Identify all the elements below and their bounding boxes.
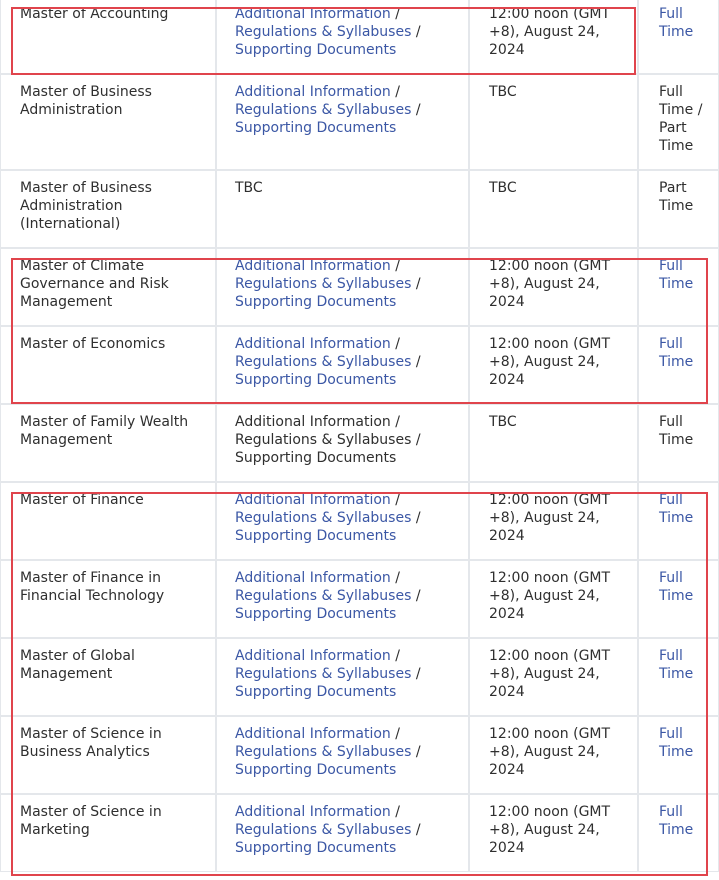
- resource-line: [235, 23, 460, 41]
- additional-information-link[interactable]: Additional Information: [235, 6, 391, 22]
- resource-line: [235, 683, 460, 701]
- regulations-syllabuses-link[interactable]: Regulations & Syllabuses: [235, 588, 412, 604]
- additional-information-link: Additional Information: [235, 414, 391, 430]
- programme-name-cell: [0, 482, 216, 560]
- programme-name: Master of Business Administration: [20, 84, 152, 118]
- study-mode[interactable]: Full Time: [659, 258, 694, 292]
- study-mode-cell: [638, 794, 719, 872]
- resource-line: [235, 761, 460, 779]
- link-separator: /: [415, 276, 421, 292]
- additional-information-link[interactable]: Additional Information: [235, 336, 391, 352]
- regulations-syllabuses-link[interactable]: Regulations & Syllabuses: [235, 276, 412, 292]
- application-deadline: 12:00 noon (GMT +8), August 24, 2024: [489, 492, 611, 544]
- application-deadline: 12:00 noon (GMT +8), August 24, 2024: [489, 258, 611, 310]
- resource-line: [235, 569, 460, 587]
- supporting-documents-link[interactable]: Supporting Documents: [235, 762, 397, 778]
- link-separator: /: [415, 102, 421, 118]
- resource-line: [235, 527, 460, 545]
- study-mode: Full Time: [659, 414, 694, 448]
- link-separator: /: [395, 804, 400, 820]
- resource-line: [235, 449, 460, 467]
- programme-name-cell: [0, 560, 216, 638]
- study-mode-cell: [638, 482, 719, 560]
- deadline-cell: [469, 638, 638, 716]
- resources-cell: [216, 326, 469, 404]
- regulations-syllabuses-link[interactable]: Regulations & Syllabuses: [235, 744, 412, 760]
- study-mode[interactable]: Full Time: [659, 492, 694, 526]
- link-separator: /: [395, 84, 400, 100]
- application-deadline: 12:00 noon (GMT +8), August 24, 2024: [489, 804, 611, 856]
- resource-line: [235, 119, 460, 137]
- deadline-cell: [469, 74, 638, 170]
- study-mode-cell: [638, 560, 719, 638]
- resource-line: [235, 5, 460, 23]
- programme-name: Master of Business Administration (International): [20, 180, 152, 232]
- supporting-documents-link[interactable]: Supporting Documents: [235, 372, 397, 388]
- study-mode[interactable]: Full Time: [659, 804, 694, 838]
- additional-information-link[interactable]: Additional Information: [235, 648, 391, 664]
- link-separator: /: [415, 666, 421, 682]
- table-row: [0, 170, 719, 248]
- programme-name-cell: [0, 170, 216, 248]
- regulations-syllabuses-link[interactable]: Regulations & Syllabuses: [235, 24, 412, 40]
- resources-cell: [216, 404, 469, 482]
- resource-line: [235, 803, 460, 821]
- table-row: [0, 638, 719, 716]
- study-mode[interactable]: Full Time: [659, 336, 694, 370]
- programme-name: Master of Science in Business Analytics: [20, 726, 162, 760]
- resource-line: [235, 257, 460, 275]
- supporting-documents-link[interactable]: Supporting Documents: [235, 42, 397, 58]
- link-separator: /: [395, 258, 400, 274]
- link-separator: /: [415, 24, 421, 40]
- additional-information-link[interactable]: Additional Information: [235, 726, 391, 742]
- programme-name-cell: [0, 74, 216, 170]
- resources-cell: [216, 74, 469, 170]
- study-mode-cell: [638, 170, 719, 248]
- resource-line: [235, 605, 460, 623]
- link-separator: /: [415, 588, 421, 604]
- programme-name-cell: [0, 404, 216, 482]
- link-separator: /: [415, 744, 421, 760]
- regulations-syllabuses-link[interactable]: Regulations & Syllabuses: [235, 822, 412, 838]
- resources-cell: [216, 794, 469, 872]
- deadline-cell: [469, 404, 638, 482]
- resource-line: [235, 647, 460, 665]
- programme-name: Master of Climate Governance and Risk Management: [20, 258, 169, 310]
- link-separator: /: [415, 354, 421, 370]
- link-separator: /: [415, 432, 421, 448]
- programme-name: Master of Global Management: [20, 648, 135, 682]
- table-row: [0, 560, 719, 638]
- deadline-cell: [469, 560, 638, 638]
- study-mode[interactable]: Full Time: [659, 648, 694, 682]
- resource-line: [235, 725, 460, 743]
- resources-cell: [216, 560, 469, 638]
- table-row: [0, 248, 719, 326]
- link-separator: /: [395, 570, 400, 586]
- programme-name: Master of Finance in Financial Technology: [20, 570, 165, 604]
- supporting-documents-link[interactable]: Supporting Documents: [235, 606, 397, 622]
- link-separator: /: [395, 414, 400, 430]
- resources-cell: [216, 638, 469, 716]
- link-separator: /: [415, 822, 421, 838]
- study-mode-cell: [638, 326, 719, 404]
- resource-line: [235, 353, 460, 371]
- application-deadline: TBC: [489, 414, 517, 430]
- resource-line: [235, 41, 460, 59]
- supporting-documents-link[interactable]: Supporting Documents: [235, 294, 397, 310]
- resource-line: [235, 587, 460, 605]
- deadline-cell: [469, 794, 638, 872]
- deadline-cell: [469, 170, 638, 248]
- resource-line: [235, 335, 460, 353]
- link-separator: /: [395, 6, 400, 22]
- application-deadline: 12:00 noon (GMT +8), August 24, 2024: [489, 336, 611, 388]
- table-row: [0, 716, 719, 794]
- table-row: [0, 74, 719, 170]
- study-mode-cell: [638, 404, 719, 482]
- supporting-documents-link: Supporting Documents: [235, 450, 397, 466]
- study-mode[interactable]: Full Time: [659, 726, 694, 760]
- application-deadline: 12:00 noon (GMT +8), August 24, 2024: [489, 6, 611, 58]
- programme-name: Master of Finance: [20, 492, 144, 508]
- programme-name-cell: [0, 794, 216, 872]
- supporting-documents-link[interactable]: Supporting Documents: [235, 120, 397, 136]
- link-separator: /: [395, 726, 400, 742]
- additional-information-link[interactable]: Additional Information: [235, 258, 391, 274]
- programme-name-cell: [0, 0, 216, 74]
- study-mode[interactable]: Full Time: [659, 570, 694, 604]
- application-deadline: TBC: [489, 84, 517, 100]
- deadline-cell: [469, 482, 638, 560]
- resource-line: [235, 83, 460, 101]
- programme-name-cell: [0, 716, 216, 794]
- resource-line: [235, 743, 460, 761]
- programme-name-cell: [0, 638, 216, 716]
- resource-line: [235, 371, 460, 389]
- table-row: [0, 794, 719, 872]
- programme-name: Master of Science in Marketing: [20, 804, 162, 838]
- resource-line: [235, 431, 460, 449]
- supporting-documents-link[interactable]: Supporting Documents: [235, 840, 397, 856]
- study-mode-cell: [638, 638, 719, 716]
- link-separator: /: [395, 336, 400, 352]
- table-row: [0, 482, 719, 560]
- study-mode-cell: [638, 248, 719, 326]
- study-mode-cell: [638, 0, 719, 74]
- additional-information-link[interactable]: Additional Information: [235, 804, 391, 820]
- deadline-cell: [469, 716, 638, 794]
- additional-information-link[interactable]: Additional Information: [235, 84, 391, 100]
- study-mode: Full Time / Part Time: [659, 84, 703, 154]
- study-mode-cell: [638, 716, 719, 794]
- resources-cell: [216, 248, 469, 326]
- resource-line: [235, 665, 460, 683]
- study-mode-cell: [638, 74, 719, 170]
- table-row: [0, 0, 719, 74]
- additional-information-link[interactable]: Additional Information: [235, 492, 391, 508]
- resource-line: [235, 293, 460, 311]
- study-mode[interactable]: Full Time: [659, 6, 694, 40]
- regulations-syllabuses-link[interactable]: Regulations & Syllabuses: [235, 666, 412, 682]
- application-deadline: 12:00 noon (GMT +8), August 24, 2024: [489, 726, 611, 778]
- resources-cell: [216, 716, 469, 794]
- link-separator: /: [395, 648, 400, 664]
- regulations-syllabuses-link[interactable]: Regulations & Syllabuses: [235, 102, 412, 118]
- programme-name: Master of Family Wealth Management: [20, 414, 189, 448]
- programme-name-cell: [0, 248, 216, 326]
- deadline-cell: [469, 326, 638, 404]
- study-mode: Part Time: [659, 180, 694, 214]
- regulations-syllabuses-link[interactable]: Regulations & Syllabuses: [235, 354, 412, 370]
- resource-line: [235, 413, 460, 431]
- programme-name-cell: [0, 326, 216, 404]
- resources-tbc: TBC: [235, 180, 263, 196]
- deadline-cell: [469, 0, 638, 74]
- deadline-cell: [469, 248, 638, 326]
- resource-line: [235, 821, 460, 839]
- resource-line: [235, 839, 460, 857]
- additional-information-link[interactable]: Additional Information: [235, 570, 391, 586]
- application-deadline: 12:00 noon (GMT +8), August 24, 2024: [489, 570, 611, 622]
- link-separator: /: [395, 492, 400, 508]
- regulations-syllabuses-link: Regulations & Syllabuses: [235, 432, 412, 448]
- programme-name: Master of Economics: [20, 336, 166, 352]
- resource-line: [235, 275, 460, 293]
- supporting-documents-link[interactable]: Supporting Documents: [235, 684, 397, 700]
- application-deadline: TBC: [489, 180, 517, 196]
- resource-line: [235, 509, 460, 527]
- resource-line: [235, 491, 460, 509]
- resource-line: [235, 101, 460, 119]
- resources-cell: [216, 0, 469, 74]
- regulations-syllabuses-link[interactable]: Regulations & Syllabuses: [235, 510, 412, 526]
- table-row: [0, 404, 719, 482]
- resources-cell: [216, 482, 469, 560]
- application-deadline: 12:00 noon (GMT +8), August 24, 2024: [489, 648, 611, 700]
- link-separator: /: [415, 510, 421, 526]
- supporting-documents-link[interactable]: Supporting Documents: [235, 528, 397, 544]
- programme-name: Master of Accounting: [20, 6, 169, 22]
- resources-cell: [216, 170, 469, 248]
- table-row: [0, 326, 719, 404]
